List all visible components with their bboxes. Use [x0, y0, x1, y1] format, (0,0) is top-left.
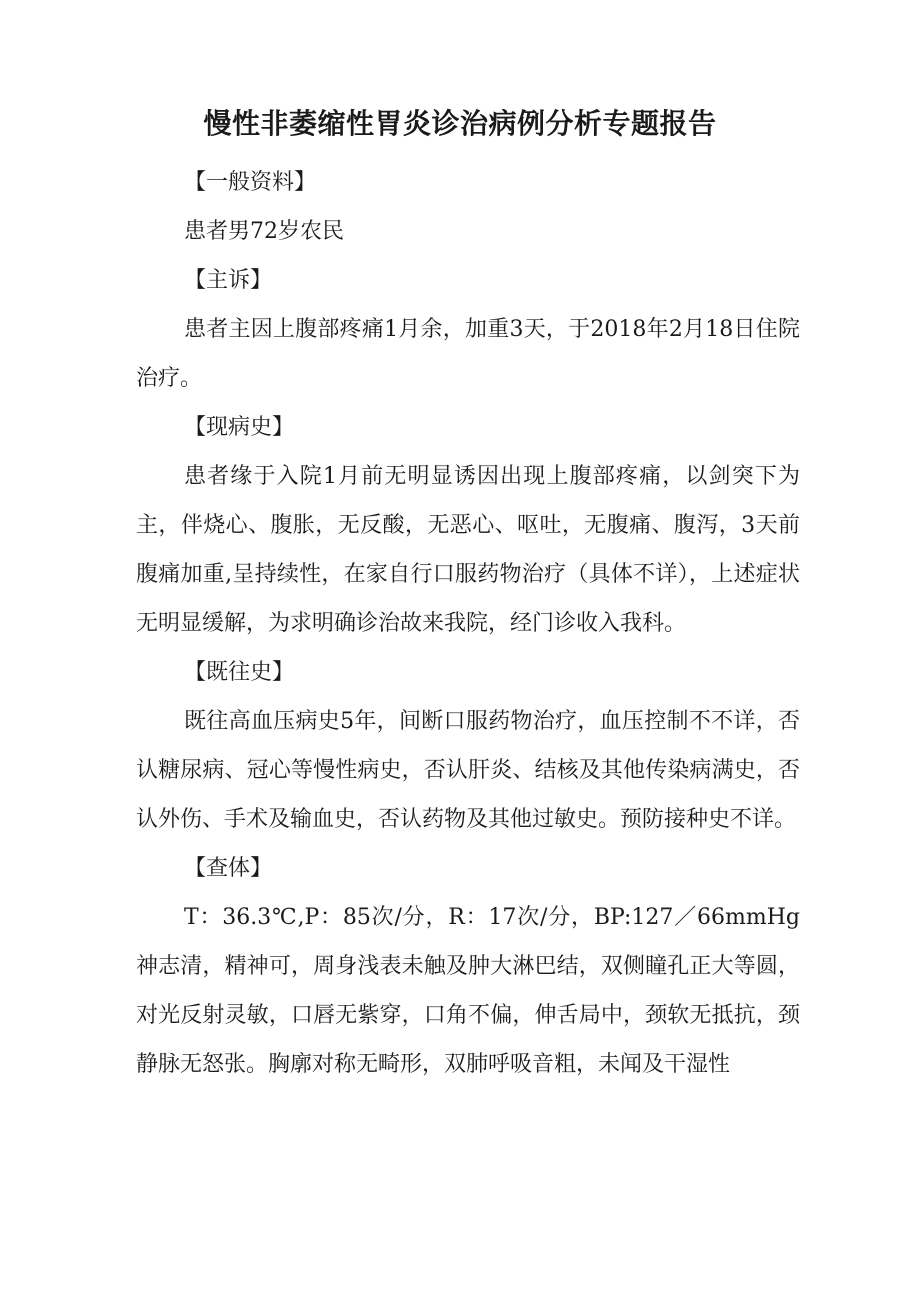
document-body	[136, 158, 800, 1089]
section-past-history	[136, 648, 800, 844]
section-text-general-info: 患者男72岁农民	[184, 219, 344, 244]
section-heading-past-history: 【既往史】	[184, 660, 295, 685]
section-heading-general-info: 【一般资料】	[184, 170, 317, 195]
section-text-chief-complaint: 患者主因上腹部疼痛1月余，加重3天，于2018年2月18日住院治疗。	[136, 317, 800, 391]
section-text-past-history: 既往高血压病史5年，间断口服药物治疗，血压控制不不详，否认糖尿病、冠心等慢性病史，否认肝炎、结核及其他传染病满史，否认外伤、手术及输血史，否认药物及其他过敏史。预防接种史不详。	[136, 709, 800, 832]
section-general-info	[136, 158, 800, 256]
section-chief-complaint	[136, 256, 800, 403]
section-text-physical-exam: T：36.3℃,P：85次/分，R：17次/分，BP:127／66mmHg神志清，精神可，周身浅表未触及肿大淋巴结，双侧瞳孔正大等圆，对光反射灵敏，口唇无紫穿，口角不偏，伸舌局中，颈软无抵抗，颈静脉无怒张。胸廓对称无畸形，双肺呼吸音粗，未闻及干湿性	[136, 905, 800, 1077]
document-title: 慢性非萎缩性胃炎诊治病例分析专题报告	[203, 107, 717, 140]
section-heading-physical-exam: 【查体】	[184, 856, 273, 881]
section-present-illness	[136, 403, 800, 648]
section-heading-chief-complaint: 【主诉】	[184, 268, 273, 293]
section-heading-present-illness: 【现病史】	[184, 415, 295, 440]
section-text-present-illness: 患者缘于入院1月前无明显诱因出现上腹部疼痛，以剑突下为主，伴烧心、腹胀，无反酸，无恶心、呕吐，无腹痛、腹泻，3天前腹痛加重,呈持续性，在家自行口服药物治疗（具体不详），上述症状无明显缓解，为求明确诊治故来我院，经门诊收入我科。	[136, 464, 800, 636]
section-physical-exam	[136, 844, 800, 1089]
